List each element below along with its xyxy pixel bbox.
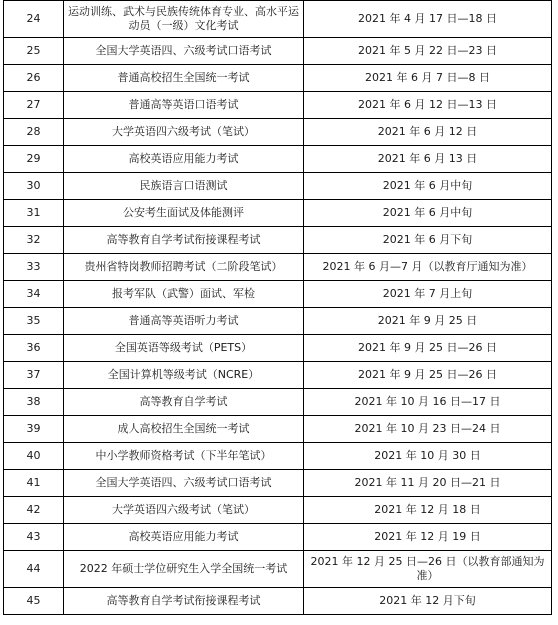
exam-date-cell: 2021 年 11 月 20 日—21 日 [304, 470, 552, 497]
exam-name-cell: 民族语言口语测试 [64, 173, 304, 200]
exam-date-cell: 2021 年 10 月 16 日—17 日 [304, 389, 552, 416]
table-row [4, 389, 552, 416]
table-row [4, 146, 552, 173]
table-row [4, 497, 552, 524]
table-row [4, 470, 552, 497]
row-number-cell: 35 [4, 308, 64, 335]
table-row [4, 524, 552, 551]
table-row [4, 227, 552, 254]
row-number-cell: 29 [4, 146, 64, 173]
row-number-cell: 34 [4, 281, 64, 308]
row-number-cell: 24 [4, 1, 64, 38]
exam-date-cell: 2021 年 12 月 18 日 [304, 497, 552, 524]
row-number-cell: 43 [4, 524, 64, 551]
table-row [4, 92, 552, 119]
row-number-cell: 37 [4, 362, 64, 389]
row-number-cell: 38 [4, 389, 64, 416]
table-row [4, 254, 552, 281]
exam-name-cell: 高等教育自学考试衔接课程考试 [64, 227, 304, 254]
exam-date-cell: 2021 年 12 月下旬 [304, 588, 552, 615]
exam-name-cell: 普通高校招生全国统一考试 [64, 65, 304, 92]
exam-name-cell: 全国大学英语四、六级考试口语考试 [64, 470, 304, 497]
exam-date-cell: 2021 年 6 月 12 日 [304, 119, 552, 146]
exam-schedule-table [3, 0, 552, 615]
table-row [4, 308, 552, 335]
table-row [4, 38, 552, 65]
table-row [4, 173, 552, 200]
exam-date-cell: 2021 年 10 月 30 日 [304, 443, 552, 470]
exam-name-cell: 全国英语等级考试（PETS） [64, 335, 304, 362]
row-number-cell: 42 [4, 497, 64, 524]
exam-date-cell: 2021 年 10 月 23 日—24 日 [304, 416, 552, 443]
row-number-cell: 40 [4, 443, 64, 470]
exam-name-cell: 高校英语应用能力考试 [64, 524, 304, 551]
exam-date-cell: 2021 年 12 月 25 日—26 日（以教育部通知为准） [304, 551, 552, 588]
row-number-cell: 45 [4, 588, 64, 615]
exam-name-cell: 运动训练、武术与民族传统体育专业、高水平运动员（一级）文化考试 [64, 1, 304, 38]
table-row [4, 281, 552, 308]
exam-name-cell: 中小学教师资格考试（下半年笔试） [64, 443, 304, 470]
exam-date-cell: 2021 年 6 月中旬 [304, 173, 552, 200]
exam-name-cell: 高校英语应用能力考试 [64, 146, 304, 173]
exam-name-cell: 大学英语四六级考试（笔试） [64, 497, 304, 524]
row-number-cell: 44 [4, 551, 64, 588]
exam-name-cell: 全国大学英语四、六级考试口语考试 [64, 38, 304, 65]
exam-name-cell: 成人高校招生全国统一考试 [64, 416, 304, 443]
table-row [4, 200, 552, 227]
exam-name-cell: 全国计算机等级考试（NCRE） [64, 362, 304, 389]
exam-date-cell: 2021 年 12 月 19 日 [304, 524, 552, 551]
table-row [4, 588, 552, 615]
exam-date-cell: 2021 年 6 月 13 日 [304, 146, 552, 173]
exam-date-cell: 2021 年 6 月中旬 [304, 200, 552, 227]
exam-name-cell: 2022 年硕士学位研究生入学全国统一考试 [64, 551, 304, 588]
exam-date-cell: 2021 年 4 月 17 日—18 日 [304, 1, 552, 38]
table-row [4, 119, 552, 146]
row-number-cell: 31 [4, 200, 64, 227]
exam-date-cell: 2021 年 5 月 22 日—23 日 [304, 38, 552, 65]
exam-name-cell: 报考军队（武警）面试、军检 [64, 281, 304, 308]
exam-date-cell: 2021 年 7 月上旬 [304, 281, 552, 308]
row-number-cell: 32 [4, 227, 64, 254]
exam-date-cell: 2021 年 6 月 7 日—8 日 [304, 65, 552, 92]
row-number-cell: 25 [4, 38, 64, 65]
row-number-cell: 30 [4, 173, 64, 200]
table-row [4, 551, 552, 588]
exam-name-cell: 高等教育自学考试衔接课程考试 [64, 588, 304, 615]
row-number-cell: 28 [4, 119, 64, 146]
exam-date-cell: 2021 年 9 月 25 日—26 日 [304, 335, 552, 362]
table-row [4, 335, 552, 362]
exam-date-cell: 2021 年 9 月 25 日—26 日 [304, 362, 552, 389]
table-row [4, 65, 552, 92]
row-number-cell: 33 [4, 254, 64, 281]
exam-schedule-body [4, 1, 552, 615]
table-row [4, 362, 552, 389]
exam-name-cell: 高等教育自学考试 [64, 389, 304, 416]
table-row [4, 1, 552, 38]
row-number-cell: 26 [4, 65, 64, 92]
row-number-cell: 27 [4, 92, 64, 119]
exam-name-cell: 贵州省特岗教师招聘考试（二阶段笔试） [64, 254, 304, 281]
exam-date-cell: 2021 年 6 月—7 月（以教育厅通知为准） [304, 254, 552, 281]
table-row [4, 443, 552, 470]
exam-name-cell: 普通高等英语口语考试 [64, 92, 304, 119]
exam-date-cell: 2021 年 9 月 25 日 [304, 308, 552, 335]
exam-date-cell: 2021 年 6 月下旬 [304, 227, 552, 254]
exam-name-cell: 公安考生面试及体能测评 [64, 200, 304, 227]
table-row [4, 416, 552, 443]
row-number-cell: 39 [4, 416, 64, 443]
exam-name-cell: 普通高等英语听力考试 [64, 308, 304, 335]
row-number-cell: 41 [4, 470, 64, 497]
exam-name-cell: 大学英语四六级考试（笔试） [64, 119, 304, 146]
row-number-cell: 36 [4, 335, 64, 362]
exam-date-cell: 2021 年 6 月 12 日—13 日 [304, 92, 552, 119]
